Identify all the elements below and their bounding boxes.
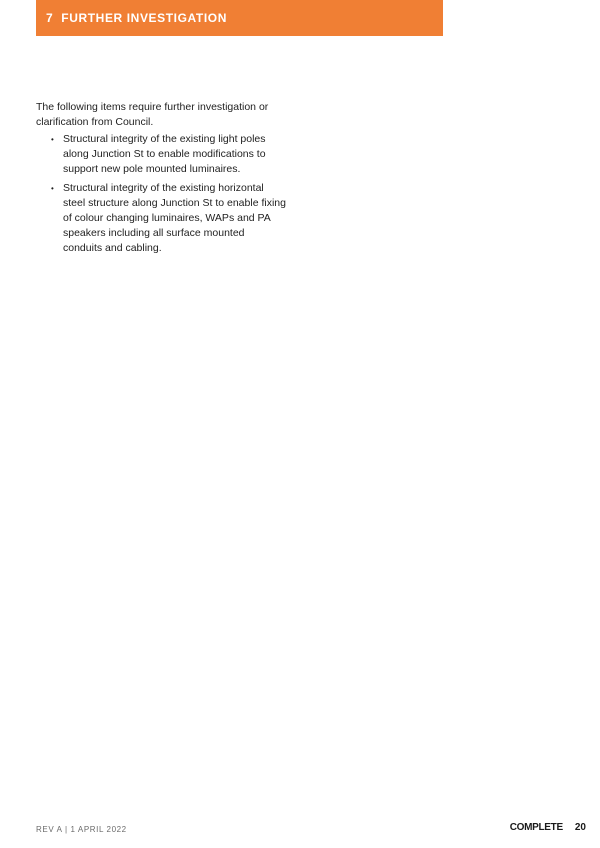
complete-logo: COMPLETE (509, 822, 563, 833)
list-item-text: Structural integrity of the existing horizontal steel structure along Junction St to enable fixing of colour changing luminaires, WAPs and PA speakers including all surface mounted conduits and cabling. (63, 182, 286, 254)
section-title: FURTHER INVESTIGATION (61, 11, 227, 25)
footer-revision: REV A | 1 APRIL 2022 (36, 825, 127, 834)
body-content (36, 100, 286, 260)
bullet-icon: • (51, 184, 54, 193)
bullet-icon: • (51, 135, 54, 144)
section-number: 7 (46, 11, 54, 25)
section-header-bar (36, 0, 443, 36)
footer-right (510, 822, 586, 833)
list-item-text: Structural integrity of the existing light poles along Junction St to enable modifications to support new pole mounted luminaires. (63, 133, 266, 175)
list-item (36, 132, 286, 177)
intro-paragraph: The following items require further investigation or clarification from Council. (36, 101, 269, 128)
list-item (36, 181, 286, 256)
investigation-list (36, 132, 286, 256)
page-number: 20 (574, 822, 586, 833)
